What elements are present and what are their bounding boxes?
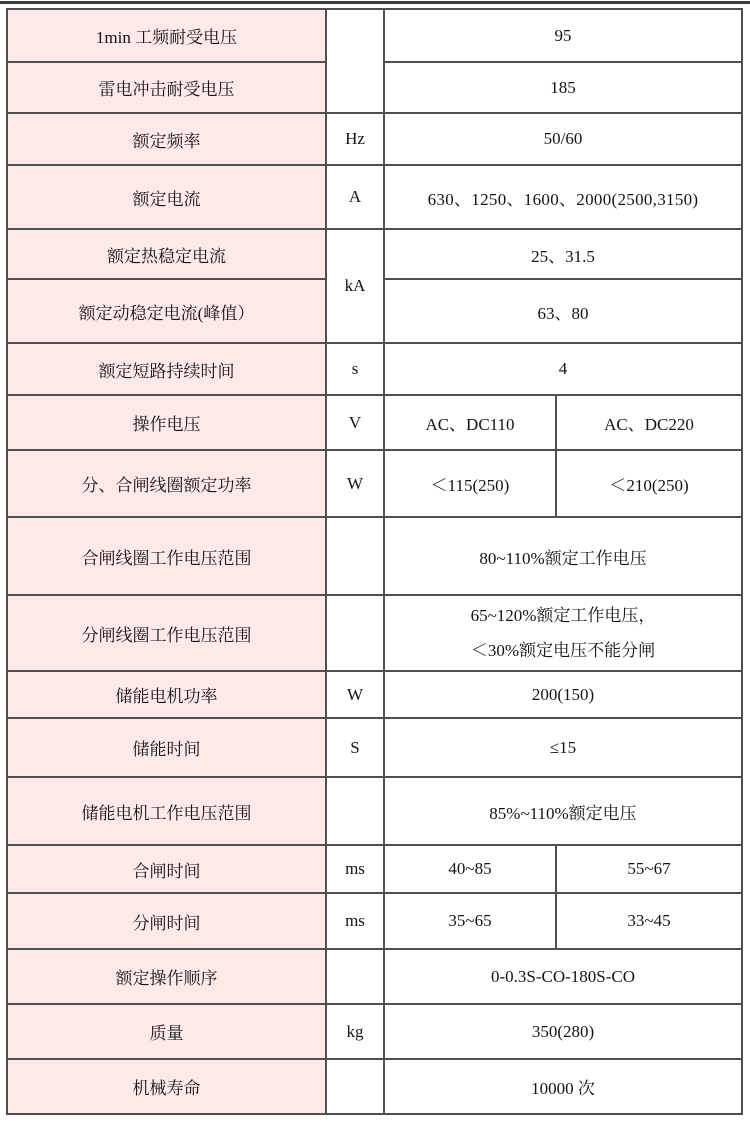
row-value: AC、DC110 <box>384 395 556 450</box>
row-unit <box>326 949 384 1004</box>
row-label: 额定短路持续时间 <box>7 343 326 395</box>
row-unit <box>326 595 384 671</box>
table-row <box>7 229 742 279</box>
row-unit: ms <box>326 845 384 893</box>
row-label: 额定频率 <box>7 113 326 165</box>
table-row <box>7 1059 742 1114</box>
row-label: 储能电机功率 <box>7 671 326 718</box>
row-value: 10000 次 <box>384 1059 742 1114</box>
row-unit <box>326 517 384 595</box>
row-value: 350(280) <box>384 1004 742 1059</box>
row-label: 雷电冲击耐受电压 <box>7 62 326 113</box>
table-row <box>7 777 742 845</box>
row-value: 85%~110%额定电压 <box>384 777 742 845</box>
row-value-line: ＜30%额定电压不能分闸 <box>470 641 656 660</box>
table-row <box>7 718 742 777</box>
row-value: 95 <box>384 9 742 62</box>
row-unit: S <box>326 718 384 777</box>
row-value: ＜115(250) <box>384 450 556 517</box>
row-label: 合闸时间 <box>7 845 326 893</box>
table-row <box>7 949 742 1004</box>
row-label: 分、合闸线圈额定功率 <box>7 450 326 517</box>
row-label: 分闸线圈工作电压范围 <box>7 595 326 671</box>
row-label: 额定操作顺序 <box>7 949 326 1004</box>
row-label: 操作电压 <box>7 395 326 450</box>
row-label: 质量 <box>7 1004 326 1059</box>
row-unit: W <box>326 450 384 517</box>
table-row <box>7 450 742 517</box>
row-unit: Hz <box>326 113 384 165</box>
table-row <box>7 165 742 229</box>
row-label: 额定电流 <box>7 165 326 229</box>
row-value <box>384 595 742 671</box>
row-value: 80~110%额定工作电压 <box>384 517 742 595</box>
row-unit <box>326 777 384 845</box>
row-value-line: 65~120%额定工作电压， <box>470 606 656 625</box>
table-row <box>7 343 742 395</box>
table-row <box>7 845 742 893</box>
row-unit <box>326 9 384 113</box>
row-value: 200(150) <box>384 671 742 718</box>
spec-table <box>6 8 743 1115</box>
row-label: 合闸线圈工作电压范围 <box>7 517 326 595</box>
row-label: 分闸时间 <box>7 893 326 949</box>
table-row <box>7 1004 742 1059</box>
row-value: ＜210(250) <box>556 450 742 517</box>
row-value: 630、1250、1600、2000(2500,3150) <box>384 165 742 229</box>
row-label: 额定动稳定电流(峰值） <box>7 279 326 343</box>
row-unit: s <box>326 343 384 395</box>
table-row <box>7 595 742 671</box>
row-value: 35~65 <box>384 893 556 949</box>
row-value: 0-0.3S-CO-180S-CO <box>384 949 742 1004</box>
row-label: 机械寿命 <box>7 1059 326 1114</box>
row-label: 1min 工频耐受电压 <box>7 9 326 62</box>
row-value: 50/60 <box>384 113 742 165</box>
table-row <box>7 9 742 62</box>
table-row <box>7 893 742 949</box>
row-label: 储能电机工作电压范围 <box>7 777 326 845</box>
row-value: AC、DC220 <box>556 395 742 450</box>
row-unit: W <box>326 671 384 718</box>
row-value: 40~85 <box>384 845 556 893</box>
row-label: 储能时间 <box>7 718 326 777</box>
top-rule <box>0 1 750 4</box>
table-row <box>7 517 742 595</box>
row-unit: A <box>326 165 384 229</box>
row-value: 25、31.5 <box>384 229 742 279</box>
row-value: 63、80 <box>384 279 742 343</box>
row-unit: ms <box>326 893 384 949</box>
row-value: 55~67 <box>556 845 742 893</box>
row-unit: kA <box>326 229 384 343</box>
row-unit <box>326 1059 384 1114</box>
table-row <box>7 671 742 718</box>
row-value: ≤15 <box>384 718 742 777</box>
table-row <box>7 395 742 450</box>
row-unit: V <box>326 395 384 450</box>
row-value: 33~45 <box>556 893 742 949</box>
row-value: 185 <box>384 62 742 113</box>
table-row <box>7 113 742 165</box>
row-unit: kg <box>326 1004 384 1059</box>
row-value: 4 <box>384 343 742 395</box>
row-label: 额定热稳定电流 <box>7 229 326 279</box>
